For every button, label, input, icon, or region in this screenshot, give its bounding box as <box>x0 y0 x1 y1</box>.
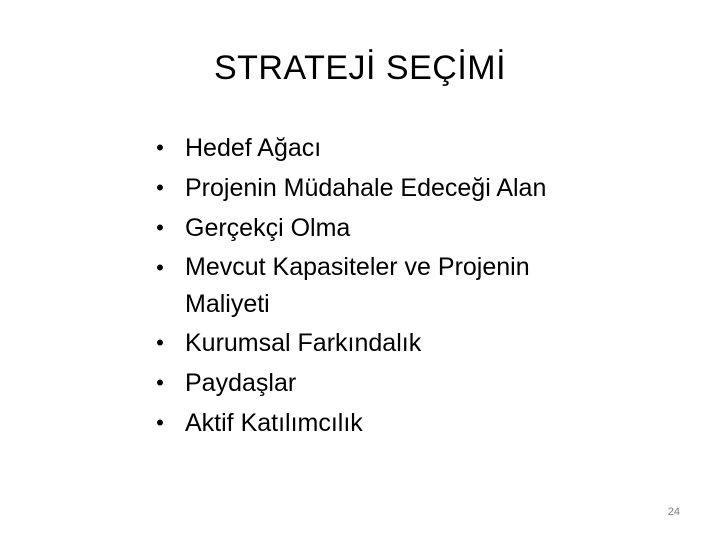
bullet-icon: • <box>156 175 164 200</box>
slide-title: STRATEJİ SEÇİMİ <box>213 49 507 87</box>
bullet-icon: • <box>156 330 164 355</box>
list-item <box>150 248 670 323</box>
list-item <box>150 208 670 248</box>
list-item-label: Mevcut Kapasiteler ve Projenin Maliyeti <box>185 253 530 318</box>
list-item-label: Projenin Müdahale Edeceği Alan <box>185 174 547 202</box>
list-item-label: Gerçekçi Olma <box>185 214 351 242</box>
list-item-label: Paydaşlar <box>185 369 297 397</box>
bullet-icon: • <box>156 215 164 240</box>
bullet-icon: • <box>156 255 164 280</box>
list-item <box>150 168 670 208</box>
list-item <box>150 363 670 403</box>
bullet-list <box>150 128 670 443</box>
list-item-label: Aktif Katılımcılık <box>185 409 363 437</box>
list-item <box>150 128 670 168</box>
bullet-icon: • <box>156 135 164 160</box>
bullet-icon: • <box>156 370 164 395</box>
list-item <box>150 323 670 363</box>
list-item-label: Kurumsal Farkındalık <box>185 329 422 357</box>
list-item-label: Hedef Ağacı <box>185 134 322 162</box>
page-number: 24 <box>667 506 680 518</box>
list-item <box>150 403 670 443</box>
bullet-icon: • <box>156 410 164 435</box>
